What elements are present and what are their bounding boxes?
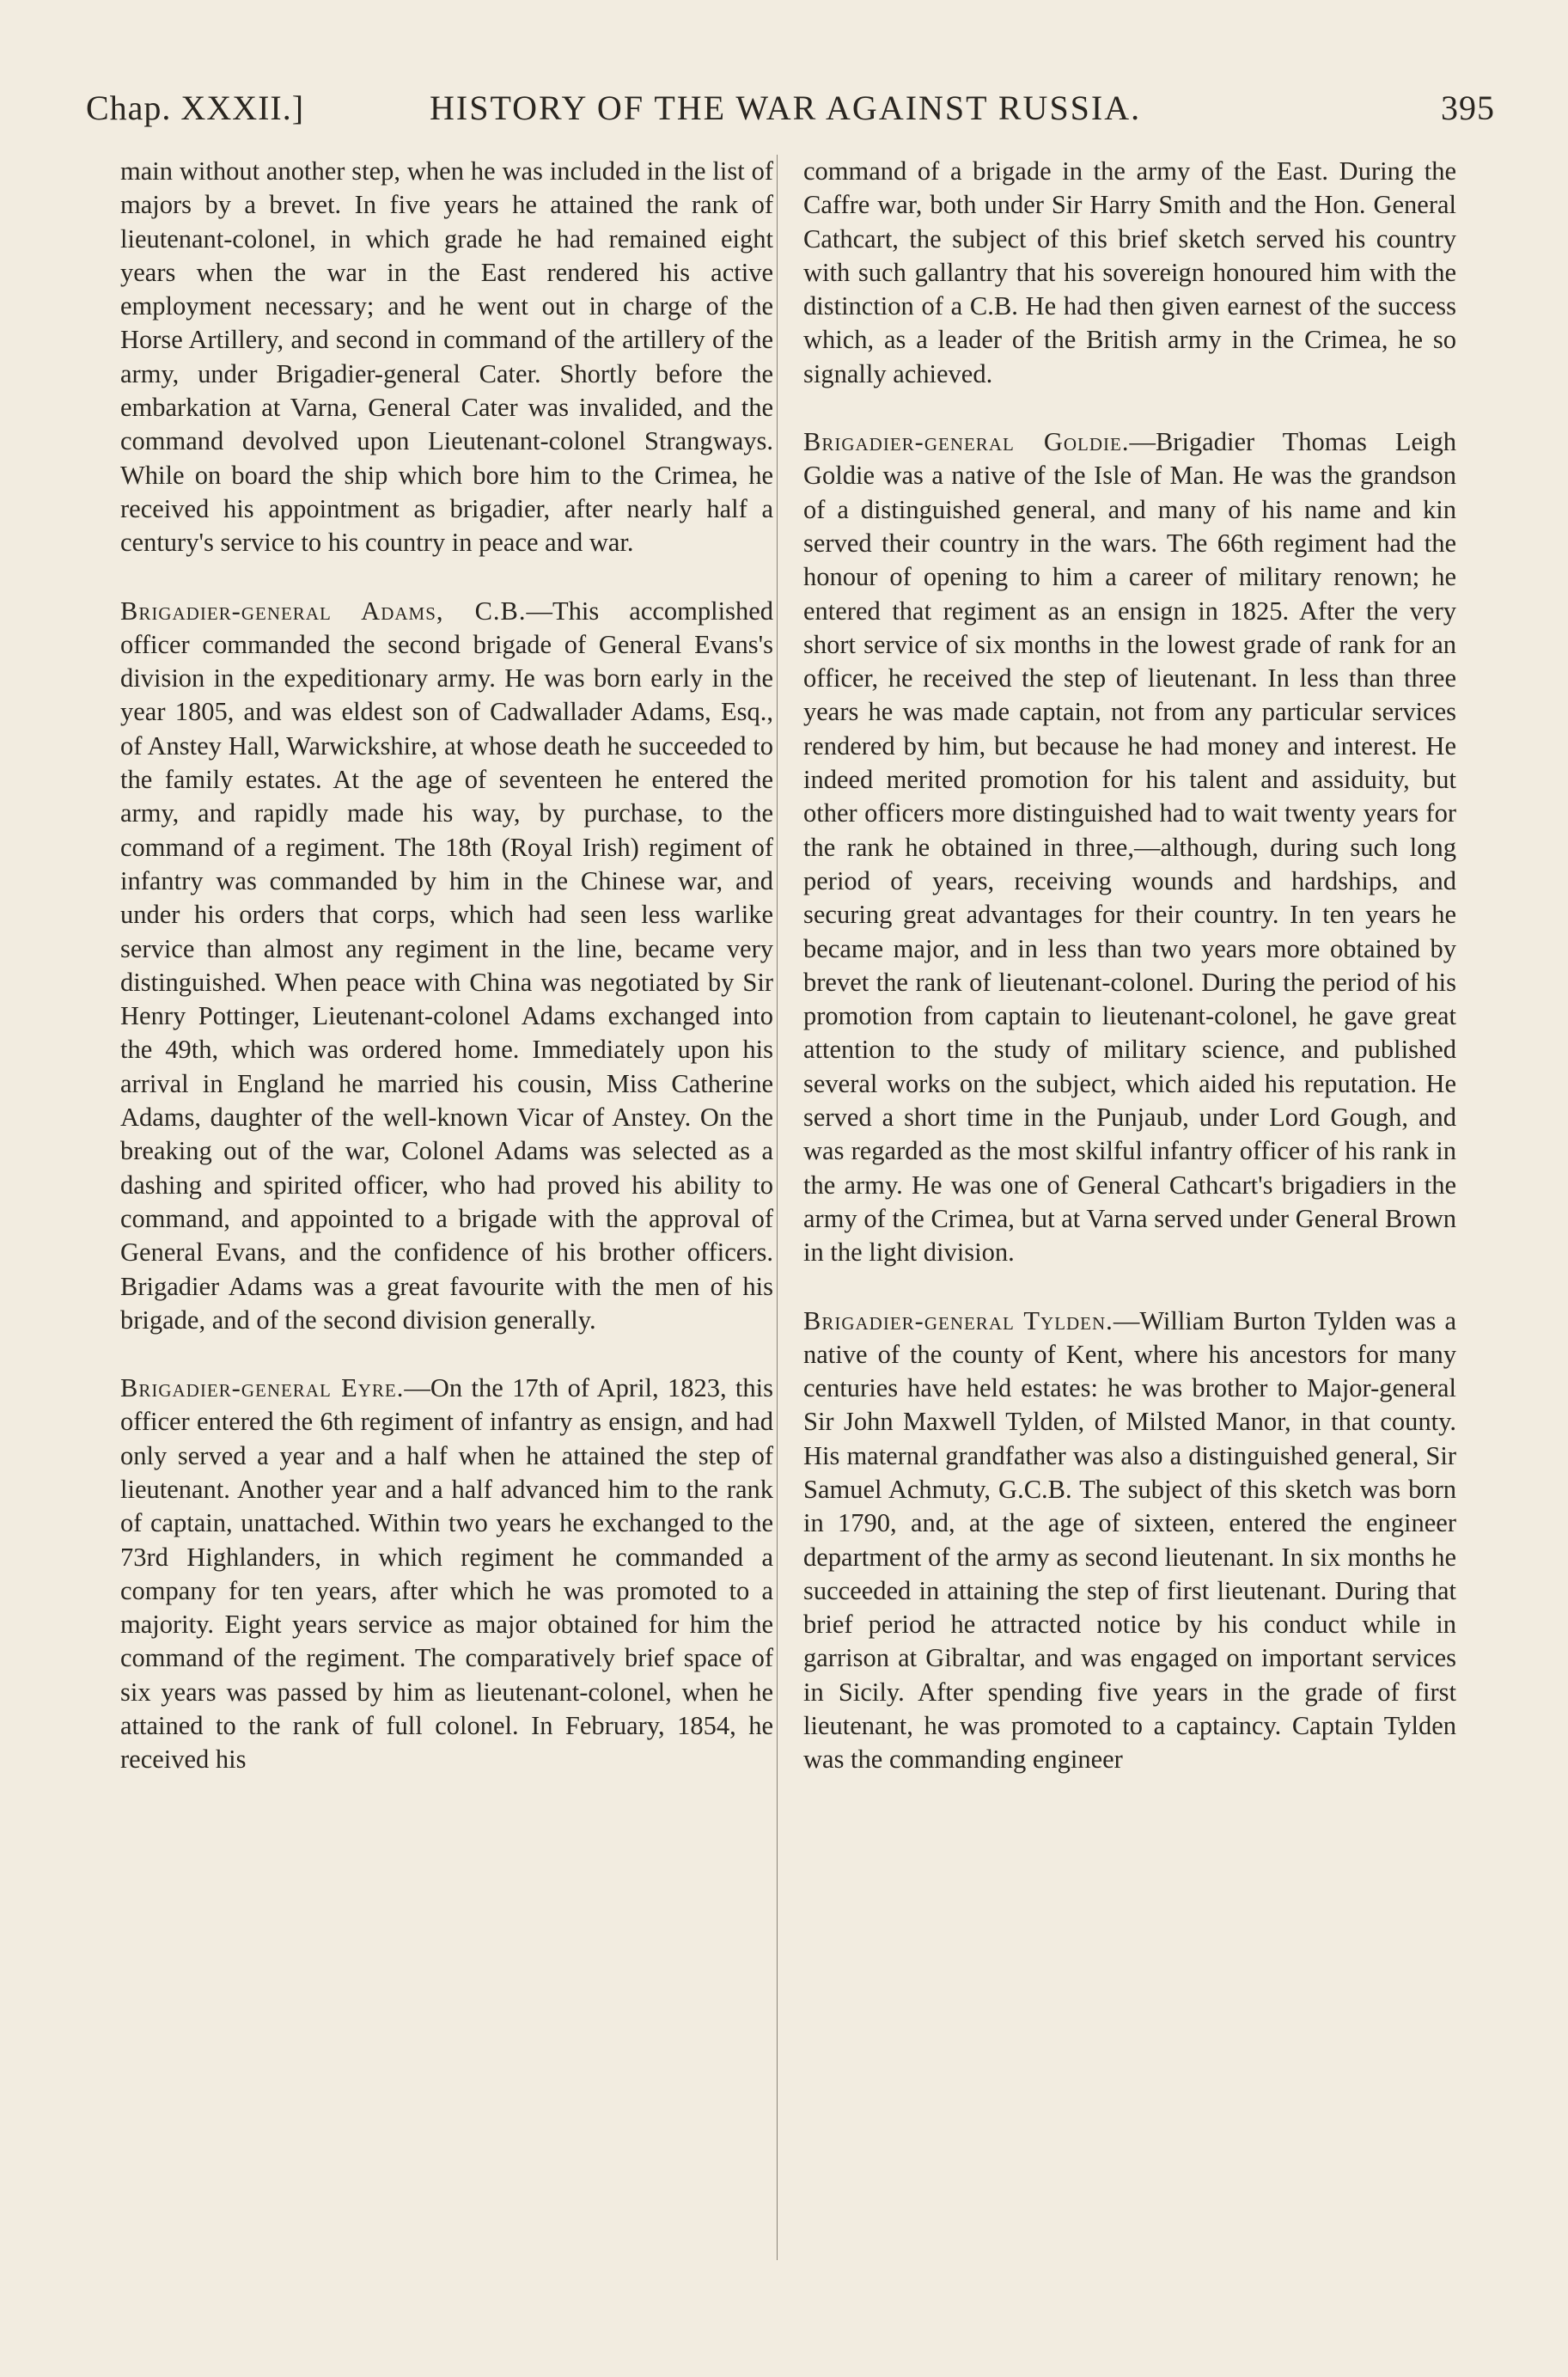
right-column — [803, 155, 1456, 1777]
paragraph-continuation: command of a brigade in the army of the East. During the Caffre war, both under Sir Harry Smith and the Hon. General Cathcart, the subject of this brief sketch served his country with such gallantry that his sovereign honoured him with the distinction of a C.B. He had then given earnest of the success which, as a leader of the British army in the Crimea, he so signally achieved. — [803, 156, 1456, 388]
section-heading-eyre: Brigadier-general Eyre. — [120, 1373, 405, 1403]
section-heading-adams: Brigadier-general Adams, C.B. — [120, 596, 527, 626]
section-heading-tylden: Brigadier-general Tylden. — [803, 1305, 1113, 1335]
left-column — [120, 155, 773, 1777]
section-adams — [120, 595, 773, 1338]
section-body-adams: —This accomplished officer commanded the second brigade of General Evans's division in the expeditionary army. He was born early in the year 1805, and was eldest son of Cadwallader Adams, Esq., of Anstey Hall, Warwickshire, at whose death he succeeded to the family estates. At the age of seventeen he entered the army, and rapidly made his way, by purchase, to the command of a regiment. The 18th (Royal Irish) regiment of infantry was commanded by him in the Chinese war, and under his orders that corps, which had seen less warlike service than almost any regiment in the line, became very distinguished. When peace with China was negotiated by Sir Henry Pottinger, Lieutenant-colonel Adams exchanged into the 49th, which was ordered home. Immediately upon his arrival in England he married his cousin, Miss Catherine Adams, daughter of the well-known Vicar of Anstey. On the breaking out of the war, Colonel Adams was selected as a dashing and spirited officer, who had proved his ability to command, and appointed to a brigade with the approval of General Evans, and the confidence of his brother officers. Brigadier Adams was a great favourite with the men of his brigade, and of the second division generally. — [120, 596, 773, 1335]
running-title: HISTORY OF THE WAR AGAINST RUSSIA. — [430, 89, 1142, 127]
section-body-goldie: —Brigadier Thomas Leigh Goldie was a native of the Isle of Man. He was the grandson of a distinguished general, and many of his name and kin served their country in the wars. The 66th regiment had the honour of opening to him a career of military renown; he entered that regiment as an ensign in 1825. After the very short service of six months in the lowest grade of rank for an officer, he received the step of lieutenant. In less than three years he was made captain, not from any particular services rendered by him, but because he had money and interest. He indeed merited promotion for his talent and assiduity, but other officers more distinguished had to wait twenty years for the rank he obtained in three,—although, during such long period of years, receiving wounds and hardships, and securing great advantages for their country. In ten years he became major, and in less than two years more obtained by brevet the rank of lieutenant-colonel. During the period of his promotion from captain to lieutenant-colonel, he gave great attention to the study of military science, and published several works on the subject, which aided his reputation. He served a short time in the Punjaub, under Lord Gough, and was regarded as the most skilful infantry officer of his rank in the army. He was one of General Cathcart's brigadiers in the army of the Crimea, but at Varna served under General Brown in the light division. — [803, 427, 1456, 1268]
section-tylden — [803, 1305, 1456, 1777]
page-number: 395 — [1441, 89, 1495, 127]
section-body-tylden: —William Burton Tylden was a native of the county of Kent, where his ancestors for many centuries have held estates: he was brother to Major-general Sir John Maxwell Tylden, of Milsted Manor, in that county. His maternal grandfather was also a distinguished general, Sir Samuel Achmuty, G.C.B. The subject of this sketch was born in 1790, and, at the age of sixteen, entered the engineer department of the army as second lieutenant. In six months he succeeded in attaining the step of first lieutenant. During that brief period he attracted notice by his conduct while in garrison at Gibraltar, and was engaged on important services in Sicily. After spending five years in the grade of first lieutenant, he was promoted to a captaincy. Captain Tylden was the commanding engineer — [803, 1305, 1456, 1775]
running-header — [86, 88, 1495, 139]
section-goldie — [803, 425, 1456, 1269]
column-divider — [777, 155, 778, 2260]
section-heading-goldie: Brigadier-general Goldie. — [803, 427, 1130, 457]
section-body-eyre: —On the 17th of April, 1823, this officer entered the 6th regiment of infantry as ensign, and had only served a year and a half when he attained the step of lieutenant. Another year and a half advanced him to the rank of captain, unattached. Within two years he exchanged to the 73rd Highlanders, in which regiment he commanded a company for ten years, after which he was promoted to a majority. Eight years service as major obtained for him the command of the regiment. The comparatively brief space of six years was passed by him as lieutenant-colonel, when he attained to the rank of full colonel. In February, 1854, he received his — [120, 1373, 773, 1775]
section-eyre — [120, 1372, 773, 1777]
chapter-label: Chap. XXXII.] — [86, 89, 305, 127]
paragraph-continuation: main without another step, when he was included in the list of majors by a brevet. In five years he attained the rank of lieutenant-colonel, in which grade he had remained eight years when the war in the East rendered his active employment necessary; and he went out in charge of the Horse Artillery, and second in command of the artillery of the army, under Brigadier-general Cater. Shortly before the embarkation at Varna, General Cater was invalided, and the command devolved upon Lieutenant-colonel Strangways. While on board the ship which bore him to the Crimea, he received his appointment as brigadier, after nearly half a century's service to his country in peace and war. — [120, 156, 773, 558]
